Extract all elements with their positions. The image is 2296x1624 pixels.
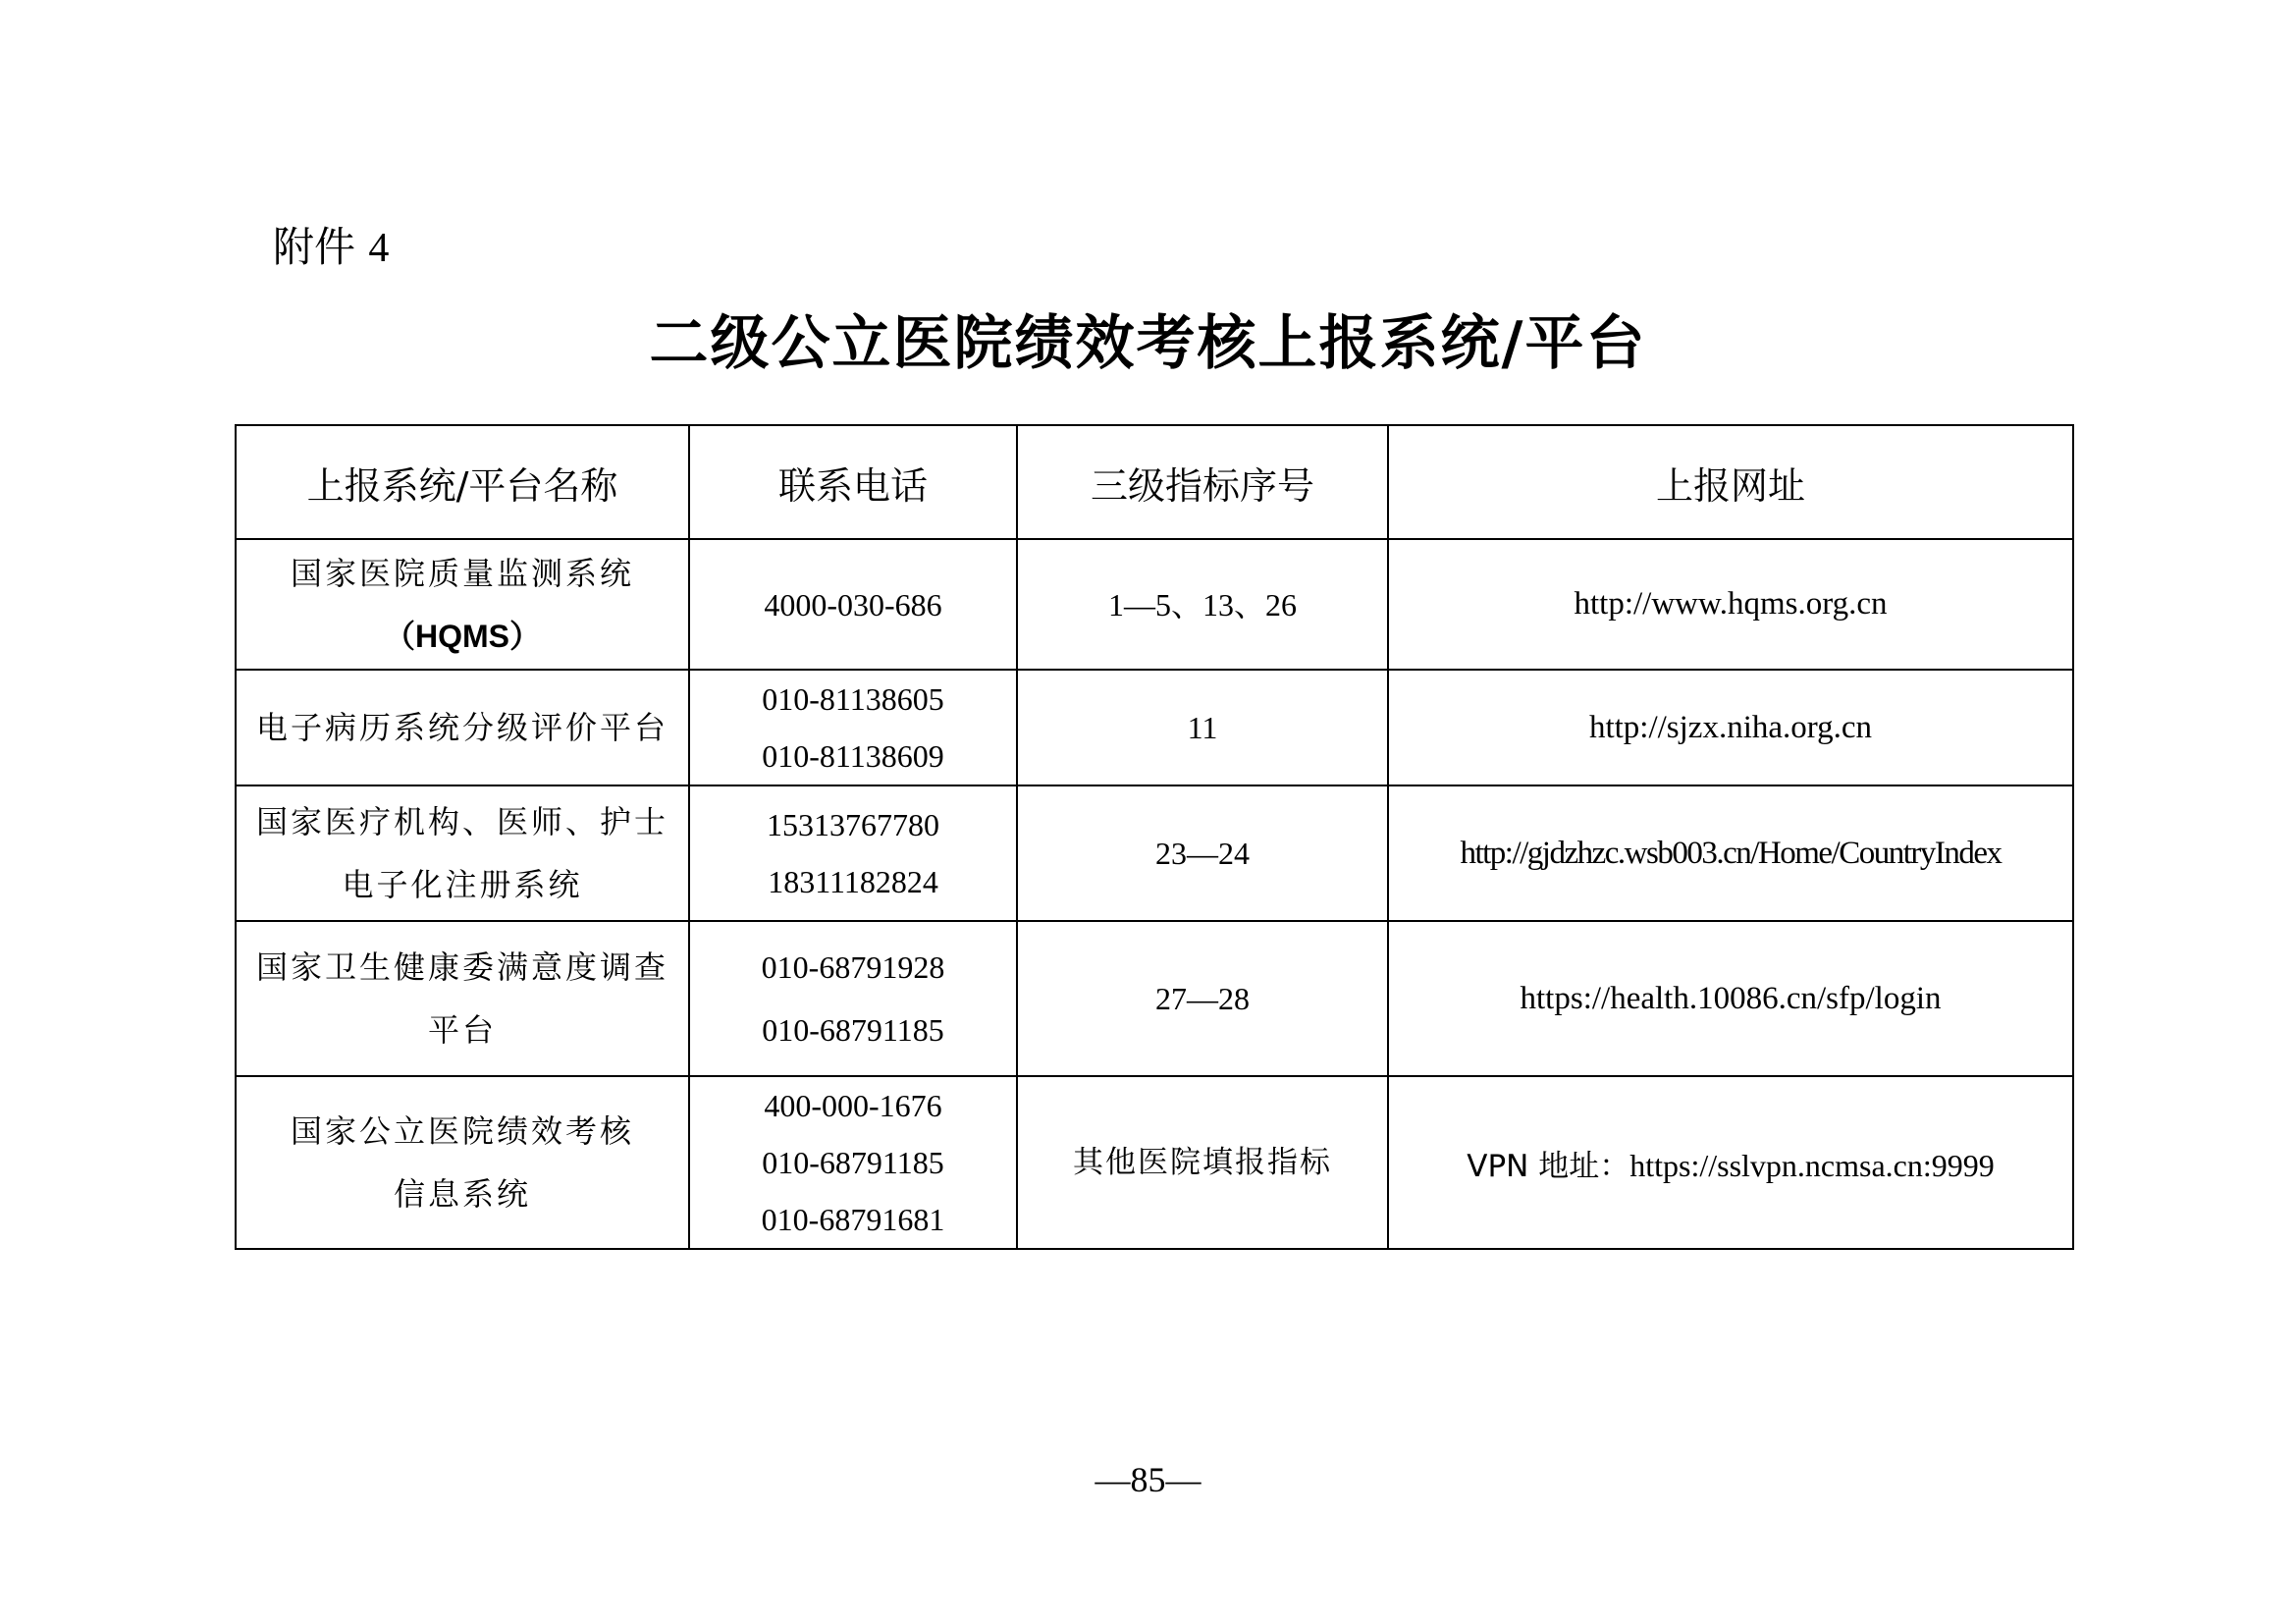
url-link[interactable]: http://www.hqms.org.cn (1574, 586, 1888, 622)
platform-name-line: 国家医院质量监测系统 (290, 554, 634, 592)
vpn-label: VPN 地址： (1467, 1148, 1630, 1184)
indicator-cell: 1—5、13、26 (1017, 539, 1388, 670)
table-row (236, 539, 2073, 670)
platform-name-line: 国家医疗机构、医师、护士 (255, 803, 668, 840)
table-row (236, 785, 2073, 921)
table-header-row (236, 425, 2073, 539)
platform-name-cell (236, 670, 689, 785)
table-row (236, 1076, 2073, 1249)
url-cell (1388, 785, 2073, 921)
platform-name-line: （HQMS） (383, 618, 541, 654)
phone-number: 010-68791681 (761, 1202, 945, 1237)
phone-number: 010-68791928 (761, 949, 945, 985)
phone-number: 15313767780 (767, 807, 939, 842)
phone-number: 4000-030-686 (764, 586, 942, 623)
platform-name-cell (236, 1076, 689, 1249)
phone-number: 010-68791185 (762, 1012, 944, 1048)
phone-number: 010-81138605 (762, 681, 944, 717)
platform-name-line: 国家公立医院绩效考核 (290, 1112, 634, 1150)
url-cell (1388, 1076, 2073, 1249)
url-link[interactable]: http://sjzx.niha.org.cn (1588, 709, 1873, 745)
attachment-label-text: 附件 (273, 223, 356, 271)
phone-cell (689, 539, 1017, 670)
attachment-label (273, 218, 389, 278)
platform-name-cell (236, 921, 689, 1076)
url-link[interactable]: https://sslvpn.ncmsa.cn:9999 (1629, 1147, 1995, 1183)
page-number: —85— (1095, 1460, 1201, 1499)
column-header-platform-name: 上报系统/平台名称 (236, 425, 689, 539)
phone-cell (689, 785, 1017, 921)
indicator-cell: 其他医院填报指标 (1017, 1076, 1388, 1249)
url-cell (1388, 539, 2073, 670)
indicator-cell: 27—28 (1017, 921, 1388, 1076)
phone-number: 010-68791185 (762, 1145, 944, 1180)
phone-cell (689, 921, 1017, 1076)
platform-name-line: 平台 (427, 1011, 497, 1049)
url-cell (1388, 670, 2073, 785)
phone-cell (689, 670, 1017, 785)
attachment-number: 4 (368, 226, 390, 271)
reporting-platforms-table (235, 424, 2074, 1250)
platform-name-cell (236, 539, 689, 670)
document-title: 二级公立医院绩效考核上报系统/平台 (649, 309, 1647, 378)
column-header-indicator-number: 三级指标序号 (1017, 425, 1388, 539)
platform-name-line: 电子病历系统分级评价平台 (255, 709, 668, 746)
table-row (236, 670, 2073, 785)
phone-number: 400-000-1676 (764, 1088, 942, 1123)
column-header-url: 上报网址 (1388, 425, 2073, 539)
table-row (236, 921, 2073, 1076)
column-header-phone: 联系电话 (689, 425, 1017, 539)
indicator-cell: 11 (1017, 670, 1388, 785)
platform-name-line: 信息系统 (393, 1175, 531, 1213)
platform-name-cell (236, 785, 689, 921)
phone-number: 010-81138609 (762, 738, 944, 774)
url-link[interactable]: http://gjdzhzc.wsb003.cn/Home/CountryIndex (1460, 835, 2002, 871)
url-cell (1388, 921, 2073, 1076)
phone-cell (689, 1076, 1017, 1249)
phone-number: 18311182824 (768, 864, 938, 899)
url-link[interactable]: https://health.10086.cn/sfp/login (1520, 980, 1942, 1016)
indicator-cell: 23—24 (1017, 785, 1388, 921)
platform-name-line: 电子化注册系统 (342, 866, 583, 903)
platform-name-line: 国家卫生健康委满意度调查 (255, 948, 668, 986)
